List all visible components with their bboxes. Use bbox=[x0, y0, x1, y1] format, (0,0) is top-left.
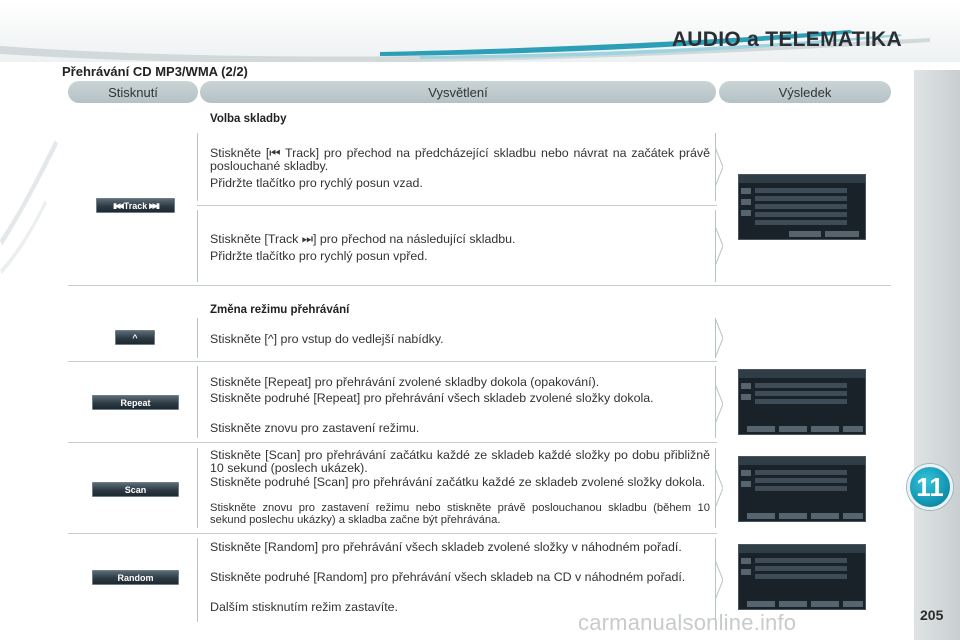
page-number: 205 bbox=[920, 607, 944, 623]
divider-left bbox=[197, 448, 198, 528]
page-header-title: AUDIO a TELEMATIKA bbox=[671, 28, 902, 51]
row-separator bbox=[68, 533, 717, 534]
scan-button[interactable] bbox=[92, 482, 179, 497]
left-decor-wave bbox=[0, 140, 60, 300]
track-prev-text-2: Přidržte tlačítko pro rychlý posun vzad. bbox=[210, 176, 423, 190]
result-screen-repeat bbox=[738, 369, 866, 435]
chevron-right-icon bbox=[715, 468, 723, 508]
divider-left bbox=[197, 318, 198, 358]
track-next-text-2: Přidržte tlačítko pro rychlý posun vpřed. bbox=[210, 249, 428, 263]
track-prev-next-button[interactable] bbox=[96, 198, 175, 213]
scan-text-1: Stiskněte [Scan] pro přehrávání začátku každé ze skladeb každé složky po dobu přibližně 10 sekund (poslech ukázek). bbox=[210, 448, 710, 475]
track-heading: Volba skladby bbox=[210, 113, 287, 125]
row-separator bbox=[68, 361, 717, 362]
divider-left bbox=[197, 210, 198, 282]
random-text-1: Stiskněte [Random] pro přehrávání všech skladeb zvolené složky v náhodném pořadí. bbox=[210, 540, 682, 554]
divider-left bbox=[197, 133, 198, 201]
chevron-right-icon bbox=[715, 226, 723, 266]
chapter-badge: 11 bbox=[907, 464, 953, 510]
result-screen-random bbox=[738, 544, 866, 610]
divider-left bbox=[197, 366, 198, 438]
chevron-right-icon bbox=[715, 318, 723, 358]
chevron-right-icon bbox=[715, 384, 723, 424]
caret-up-icon: ^ bbox=[132, 332, 138, 343]
repeat-text-2: Stiskněte podruhé [Repeat] pro přehrávání všech skladeb zvolené složky dokola. bbox=[210, 391, 654, 405]
scan-button-label: Scan bbox=[124, 484, 147, 495]
chevron-right-icon bbox=[715, 560, 723, 600]
right-edge-strip bbox=[914, 70, 960, 640]
section-title: Přehrávání CD MP3/WMA (2/2) bbox=[62, 64, 248, 79]
section-separator bbox=[68, 285, 891, 286]
skip-forward-icon: ▶▶▮ bbox=[149, 202, 158, 210]
scan-text-3: Stiskněte znovu pro zastavení režimu nebo stiskněte právě poslouchanou skladbu (během 10 sekund poslechu ukázky) a skladba začne být přehrávána. bbox=[210, 502, 710, 526]
chevron-right-icon bbox=[715, 147, 723, 187]
result-screen-folder-list bbox=[738, 174, 866, 240]
row-separator bbox=[68, 442, 717, 443]
divider-left bbox=[197, 538, 198, 622]
track-prev-text-1: Stiskněte [⏮ Track] pro přechod na předcházející skladbu nebo návrat na začátek právě poslouchané skladby. bbox=[210, 146, 710, 173]
repeat-button[interactable] bbox=[92, 395, 179, 410]
repeat-text-3: Stiskněte znovu pro zastavení režimu. bbox=[210, 421, 420, 435]
column-header-result: Výsledek bbox=[719, 81, 891, 103]
random-button[interactable] bbox=[92, 570, 179, 585]
random-text-3: Dalším stisknutím režim zastavíte. bbox=[210, 600, 398, 614]
column-header-press: Stisknutí bbox=[68, 81, 198, 103]
mode-heading: Změna režimu přehrávání bbox=[210, 304, 350, 316]
result-screen-scan bbox=[738, 456, 866, 522]
submenu-button[interactable] bbox=[115, 330, 155, 345]
watermark: carmanualsonline.info bbox=[578, 610, 797, 635]
repeat-button-label: Repeat bbox=[120, 397, 151, 408]
submenu-text: Stiskněte [^] pro vstup do vedlejší nabídky. bbox=[210, 332, 444, 346]
track-button-label: Track bbox=[123, 200, 148, 211]
random-text-2: Stiskněte podruhé [Random] pro přehrávání všech skladeb na CD v náhodném pořadí. bbox=[210, 570, 686, 584]
skip-back-icon: ▮◀◀ bbox=[113, 202, 122, 210]
scan-text-2: Stiskněte podruhé [Scan] pro přehrávání začátku každé ze skladeb zvolené složky dokola. bbox=[210, 475, 706, 489]
repeat-text-1: Stiskněte [Repeat] pro přehrávání zvolené skladby dokola (opakování). bbox=[210, 375, 600, 389]
track-next-text-1: Stiskněte [Track ⏭] pro přechod na následující skladbu. bbox=[210, 232, 516, 246]
column-header-explanation: Vysvětlení bbox=[200, 81, 716, 103]
random-button-label: Random bbox=[117, 572, 154, 583]
row-separator bbox=[197, 205, 717, 206]
